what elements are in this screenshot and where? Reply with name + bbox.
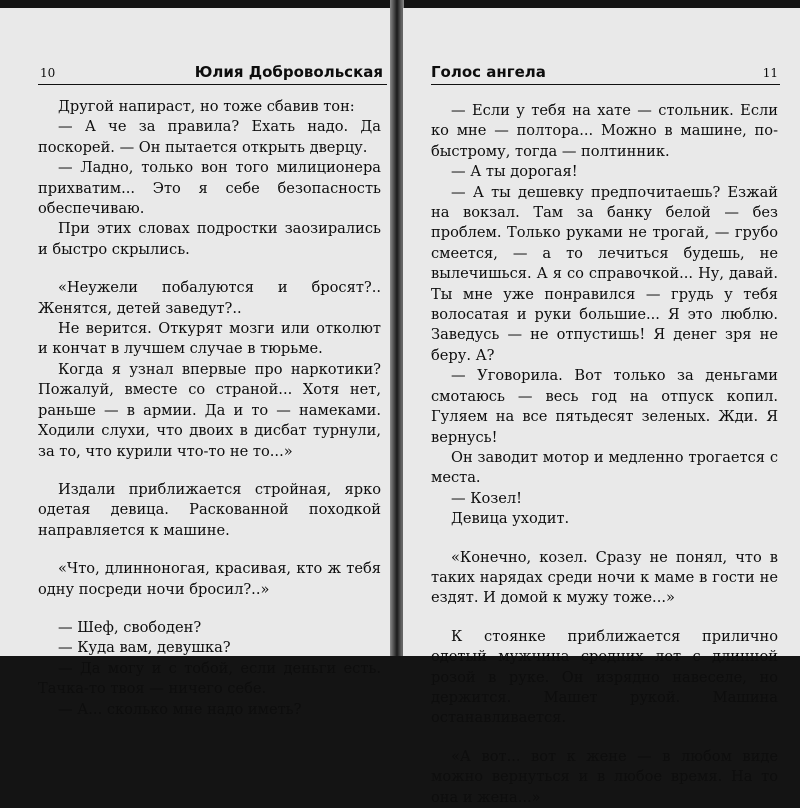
paragraph: — Да могу и с тобой, если деньги есть. Тачка-то твоя — ничего себе. <box>38 659 381 698</box>
left-page-text <box>38 97 381 720</box>
paragraph: — А ты дорогая! <box>451 163 578 181</box>
title-running-head: Голос ангела <box>431 63 546 81</box>
page-number-left: 10 <box>40 66 56 80</box>
paragraph: При этих словах подростки заозирались и быстро скрылись. <box>38 220 381 258</box>
paragraph: «Конечно, козел. Сразу не понял, что в таких нарядах среди ночи к маме в гости не ездят. И домой к мужу тоже...» <box>431 548 778 607</box>
paragraph: — Если у тебя на хате — стольник. Если ко мне — полтора... Можно в машине, по-быстрому, тогда — полтинник. <box>431 102 778 160</box>
paragraph: Девица уходит. <box>451 510 570 528</box>
left-running-head <box>38 46 387 85</box>
paragraph: — Куда вам, девушка? <box>58 639 231 657</box>
author-running-head: Юлия Добровольская <box>194 63 383 81</box>
paragraph: «Неужели побалуются и бросят?.. Женятся, детей заведут?.. <box>38 279 381 317</box>
right-running-head <box>431 46 780 85</box>
right-page-text <box>431 101 778 808</box>
paragraph: Не верится. Откурят мозги или отколют и кончат в лучшем случае в тюрьме. <box>38 320 381 358</box>
paragraph: — Козел! <box>451 489 523 507</box>
left-page <box>0 8 392 718</box>
paragraph: — Ладно, только вон того милиционера прихватим... Это я себе безопасность обеспечиваю. <box>38 159 381 218</box>
paragraph: К стоянке приближается прилично одетый мужчина средних лет с длинной розой в руке. Он изрядно навеселе, но держится. Машет рукой. Машина останавливается. <box>431 627 778 727</box>
paragraph: Когда я узнал впервые про наркотики? Пожалуй, вместе со страной... Хотя нет, раньше — в армии. Да и то — намеками. Ходили слухи, что двоих в дисбат турнули, за то, что курили что-то не то...» <box>38 360 381 460</box>
page-number-right: 11 <box>762 66 778 80</box>
paragraph: — А... сколько мне надо иметь? <box>58 700 302 718</box>
right-page <box>402 8 800 806</box>
paragraph: «Что, длинноногая, красивая, кто ж тебя одну посреди ночи бросил?..» <box>38 560 381 598</box>
paragraph: «А вот... вот к жене — в любом виде можно вернуться и в любое время. На то она и жена...» <box>431 747 778 806</box>
paragraph: Другой напираст, но тоже сбавив тон: <box>58 98 355 115</box>
paragraph: — Уговорила. Вот только за деньгами смотаюсь — весь год на отпуск копил. Гуляем на все пятьдесят зеленых. Жди. Я вернусь! <box>431 367 778 446</box>
paragraph: Издали приближается стройная, ярко одетая девица. Раскованной походкой направляется к машине. <box>38 480 381 539</box>
paragraph: — А ты дешевку предпочитаешь? Езжай на вокзал. Там за банку белой — без проблем. Только руками не трогай, — грубо смеется, — а то лечиться будешь, не вылечишься. А я со справочкой... Ну, давай. Ты мне уже понравился — грудь у тебя волосатая и руки большие... Я это люблю. Заведусь — не отпустишь! Я денег зря не беру. А? <box>431 183 778 364</box>
paragraph: Он заводит мотор и медленно трогается с места. <box>431 448 778 487</box>
paragraph: — А че за правила? Ехать надо. Да поскорей. — Он пытается открыть дверцу. <box>38 118 381 156</box>
paragraph: — Шеф, свободен? <box>58 618 202 636</box>
